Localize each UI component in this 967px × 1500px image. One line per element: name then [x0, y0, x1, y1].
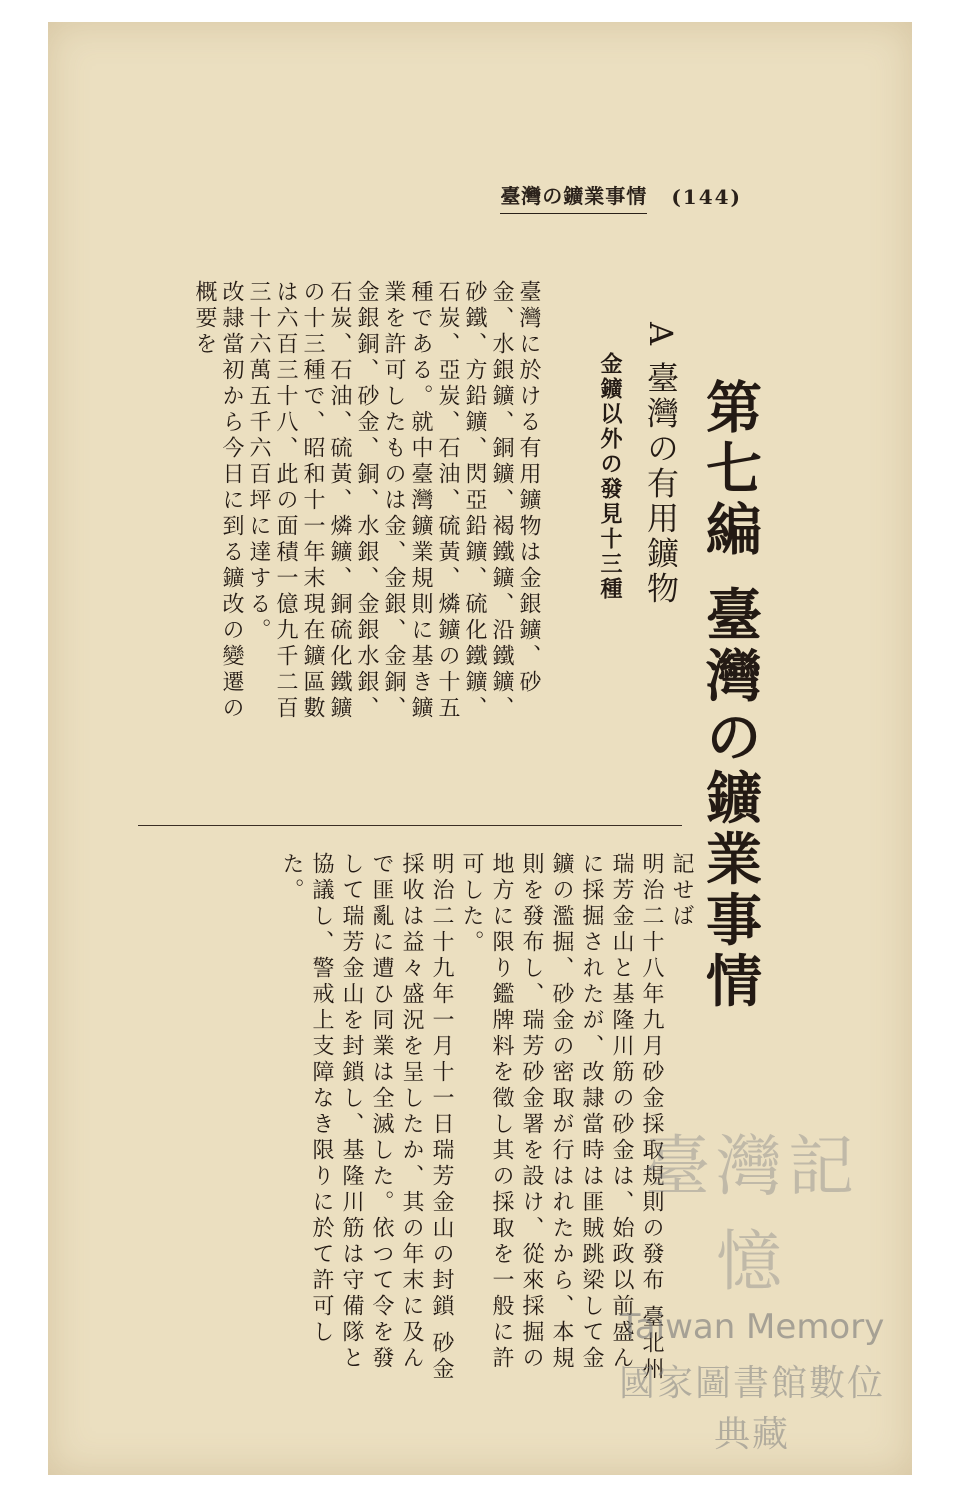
watermark-chinese-small: 國家圖書館數位典藏: [618, 1363, 885, 1455]
section-subheading: 金鑛以外の發見十三種: [597, 352, 623, 602]
watermark-english: Taiwan Memory: [619, 1307, 885, 1347]
lower-paragraph-1: 記せば: [669, 852, 694, 930]
upper-body: [191, 280, 542, 745]
chapter-title: 第七編 臺灣の鑛業事情: [697, 378, 763, 1013]
upper-paragraph-2: 改隷當初から今日に到る鑛改の變遷の概要を: [192, 280, 244, 722]
lower-paragraph-2: 明治二十八年九月砂金採取規則の發布 臺北州瑞芳金山と基隆川筋の砂金は、始政以前盛んに採掘されたが、改隷當時は匪賊跳梁して金鑛の濫掘、砂金の密取が行はれたから、本規則を發布し、瑞芳砂金署を設け、從來採掘の地方に限り鑑牌料を徵し其の採取を一般に許可した。: [459, 852, 664, 1383]
watermark-chinese-large: 臺灣記憶: [644, 1128, 860, 1300]
page-number: (144): [671, 185, 742, 209]
watermark: [612, 1113, 892, 1455]
upper-paragraph-1: 臺灣に於ける有用鑛物は金銀鑛、砂金、水銀鑛、銅鑛、褐鐵鑛、沿鐵鑛、砂鐵、方鉛鑛、閃亞鉛鑛、硫化鐵鑛、石炭、亞炭、石油、硫黃、燐鑛の十五種である。就中臺灣鑛業規則に基き鑛業を許可したものは金、金銀、金銅、金銀銅、砂金、銅、水銀、金銀水銀、石炭、石油、硫黃、燐鑛、銅硫化鐵鑛の十三種で、昭和十一年末現在鑛區數は六百三十八、此の面積一億九千二百三十六萬五千六百坪に達する。: [246, 280, 541, 722]
document-page: [48, 22, 912, 1475]
section-divider: [138, 825, 682, 826]
page-header: [500, 180, 742, 214]
section-heading: A 臺灣の有用鑛物: [642, 322, 680, 607]
lower-paragraph-3: 明治二十九年一月十一日瑞芳金山の封鎖 砂金採收は益々盛況を呈したか、其の年末に及んで匪亂に遭ひ同業は全滅した。依つて令を發して瑞芳金山を封鎖し、基隆川筋は守備隊と協議し、警戒上支障なき限りに於て許可した。: [279, 852, 454, 1383]
running-title: 臺灣の鑛業事情: [500, 180, 647, 214]
